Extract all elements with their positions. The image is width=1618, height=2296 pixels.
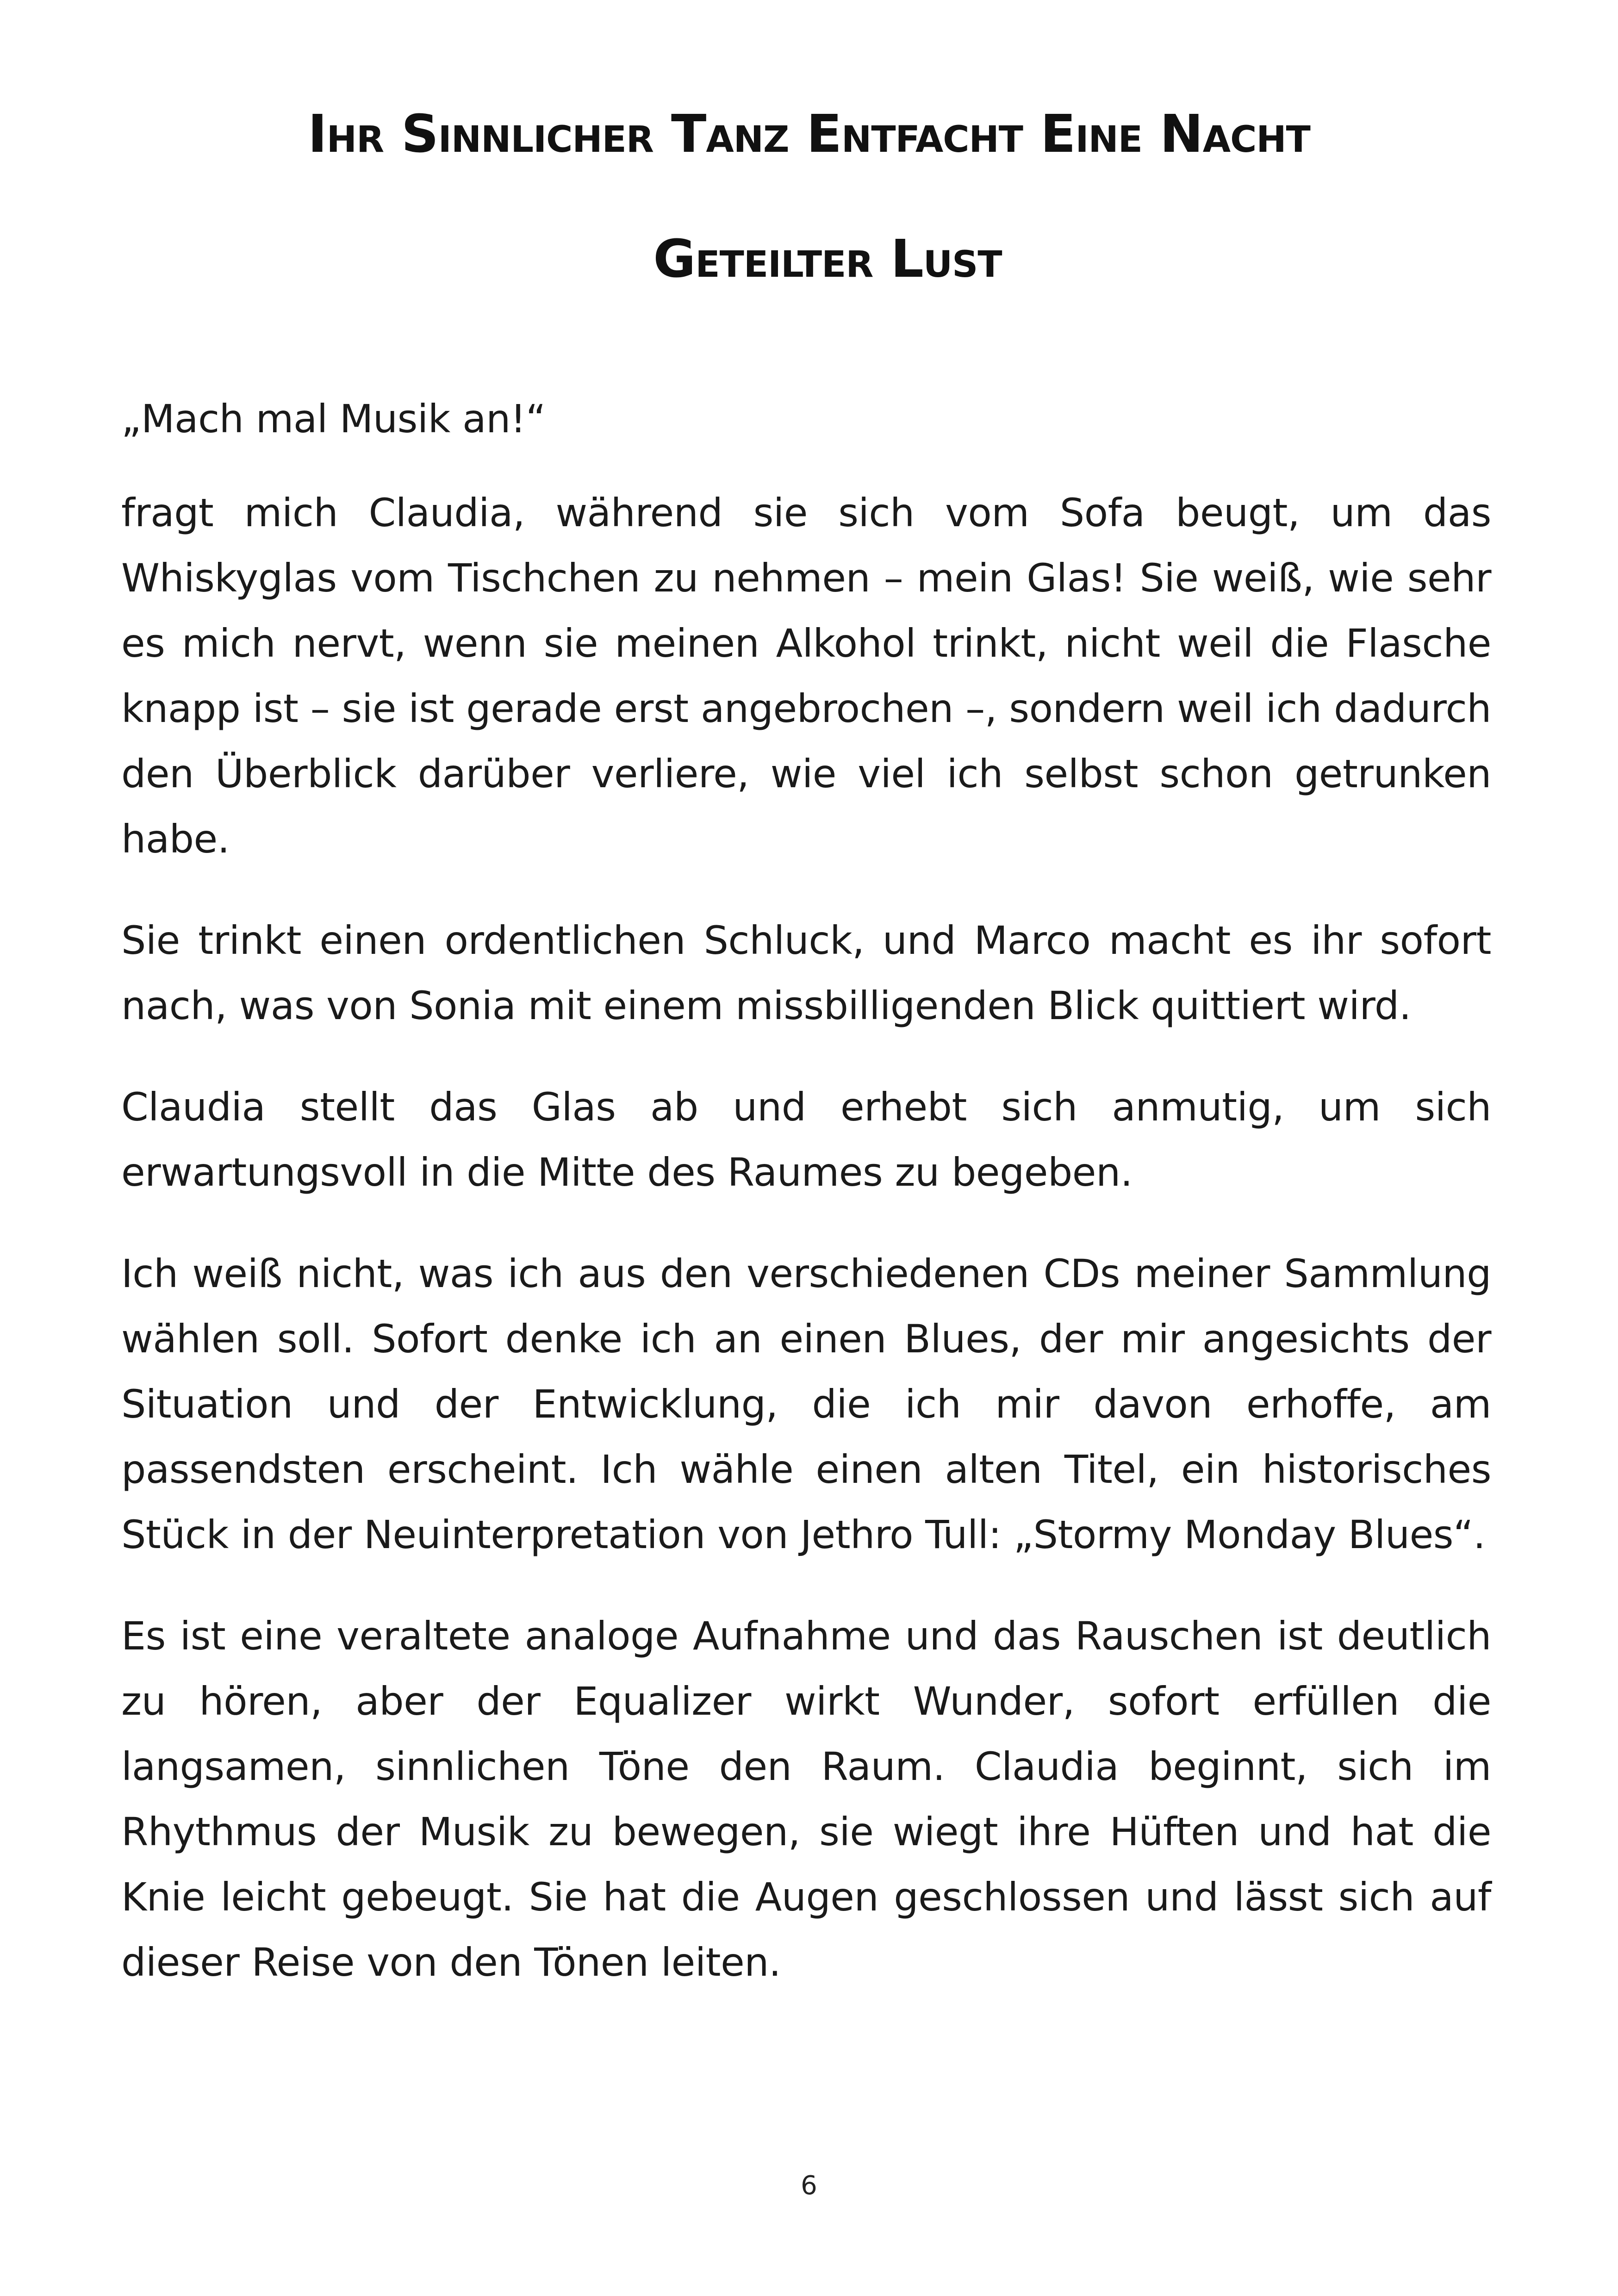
chapter-body <box>121 386 1491 2031</box>
paragraph-6: Es ist eine veraltete analoge Aufnahme und das Rauschen ist deutlich zu hören, aber der Equalizer wirkt Wunder, sofort erfüllen die langsamen, sinnlichen Töne den Raum. Claudia beginnt, sich im Rhythmus der Musik zu bewegen, sie wiegt ihre Hüften und hat die Knie leicht gebeugt. Sie hat die Augen geschlossen und lässt sich auf dieser Reise von den Tönen leiten. <box>121 1613 1491 1985</box>
paragraph-3: Sie trinkt einen ordentlichen Schluck, und Marco macht es ihr sofort nach, was von Sonia mit einem missbilligenden Blick quittiert wird. <box>121 918 1491 1028</box>
page-number: 6 <box>801 2171 817 2201</box>
paragraph-4: Claudia stellt das Glas ab und erhebt sich anmutig, um sich erwartungsvoll in die Mitte des Raumes zu begeben. <box>121 1084 1491 1195</box>
chapter-title-line-2: Geteilter Lust <box>653 229 1002 289</box>
paragraph-1: „Mach mal Musik an!“ <box>121 396 546 442</box>
paragraph-5: Ich weiß nicht, was ich aus den verschiedenen CDs meiner Sammlung wählen soll. Sofort denke ich an einen Blues, der mir angesichts der Situation und der Entwicklung, die ich mir davon erhoffe, am passendsten erscheint. Ich wähle einen alten Titel, ein historisches Stück in der Neuinterpretation von Jethro Tull: „Stormy Monday Blues“. <box>121 1251 1491 1557</box>
paragraph-2: fragt mich Claudia, während sie sich vom Sofa beugt, um das Whiskyglas vom Tischchen zu nehmen – mein Glas! Sie weiß, wie sehr es mich nervt, wenn sie meinen Alkohol trinkt, nicht weil die Flasche knapp ist – sie ist gerade erst angebrochen –, sondern weil ich dadurch den Überblick darüber verliere, wie viel ich selbst schon getrunken habe. <box>121 490 1491 862</box>
chapter-title-line-1: Ihr Sinnlicher Tanz Entfacht Eine Nacht <box>308 104 1310 164</box>
